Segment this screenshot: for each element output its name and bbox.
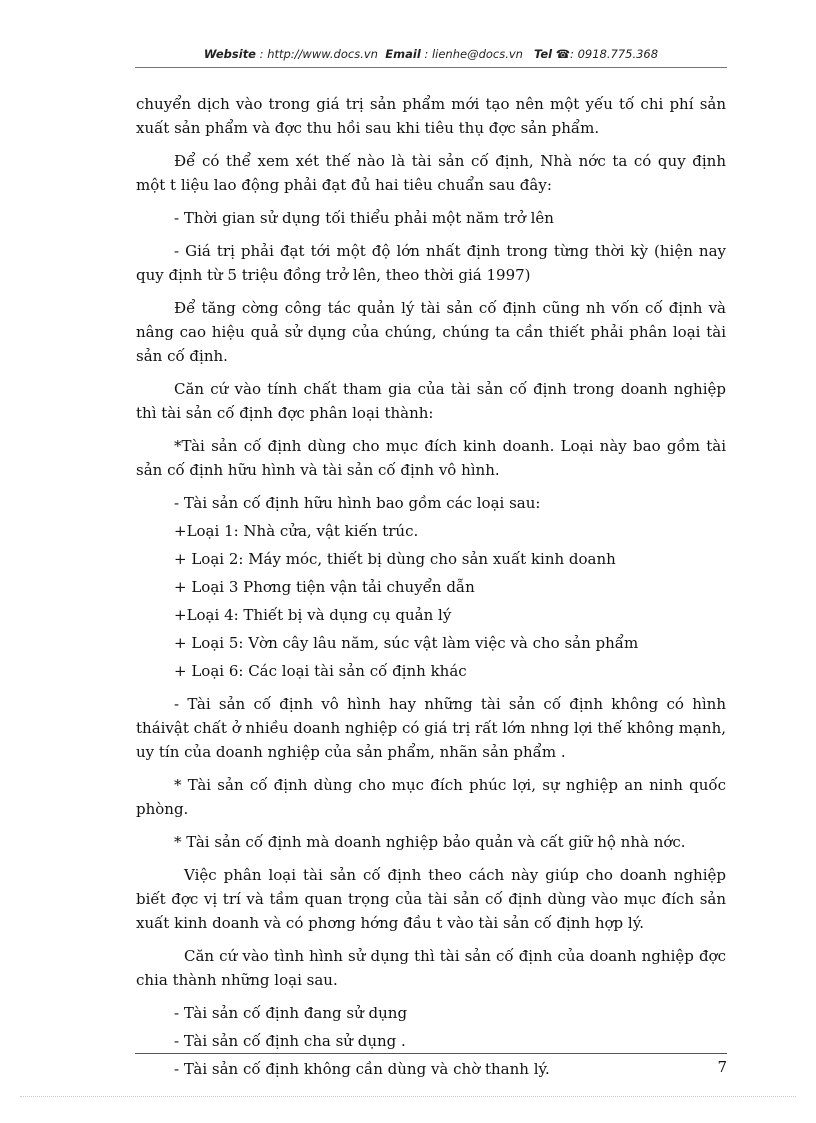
paragraph: Để có thể xem xét thế nào là tài sản cố định, Nhà nớc ta có quy định một t liệu lao động phải đạt đủ hai tiêu chuẩn sau đây: bbox=[136, 152, 726, 194]
page-bottom-border bbox=[20, 1096, 796, 1097]
paragraph: - Tài sản cố định cha sử dụng . bbox=[174, 1032, 406, 1050]
paragraph: +Loại 4: Thiết bị và dụng cụ quản lý bbox=[174, 606, 452, 624]
page-header bbox=[135, 47, 727, 61]
email-link[interactable]: lienhe@docs.vn bbox=[431, 47, 523, 61]
website-link[interactable]: http://www.docs.vn bbox=[267, 47, 378, 61]
paragraph: - Tài sản cố định không cần dùng và chờ thanh lý. bbox=[174, 1060, 550, 1078]
tel-value: : 0918.775.368 bbox=[570, 47, 659, 61]
document-body bbox=[136, 92, 726, 1085]
email-separator: : bbox=[420, 47, 432, 61]
paragraph: Căn cứ vào tính chất tham gia của tài sản cố định trong doanh nghiệp thì tài sản cố định đợc phân loại thành: bbox=[136, 380, 726, 422]
paragraph: - Tài sản cố định hữu hình bao gồm các loại sau: bbox=[174, 494, 541, 512]
paragraph: + Loại 6: Các loại tài sản cố định khác bbox=[174, 662, 467, 680]
paragraph: Căn cứ vào tình hình sử dụng thì tài sản cố định của doanh nghiệp đợc chia thành những loại sau. bbox=[136, 947, 726, 989]
paragraph: Việc phân loại tài sản cố định theo cách này giúp cho doanh nghiệp biết đợc vị trí và tầm quan trọng của tài sản cố định dùng vào mục đích sản xuất kinh doanh và có phơng hớng đầu t vào tài sản cố định hợp lý. bbox=[136, 866, 726, 932]
paragraph: Để tăng cờng công tác quản lý tài sản cố định cũng nh vốn cố định và nâng cao hiệu quả sử dụng của chúng, chúng ta cần thiết phải phân loại tài sản cố định. bbox=[136, 299, 726, 365]
paragraph: +Loại 1: Nhà cửa, vật kiến trúc. bbox=[174, 522, 419, 540]
phone-icon: ☎ bbox=[555, 47, 571, 61]
paragraph: - Giá trị phải đạt tới một độ lớn nhất định trong từng thời kỳ (hiện nay quy định từ 5 triệu đồng trở lên, theo thời giá 1997) bbox=[136, 242, 726, 284]
paragraph: * Tài sản cố định mà doanh nghiệp bảo quản và cất giữ hộ nhà nớc. bbox=[174, 833, 686, 851]
paragraph: *Tài sản cố định dùng cho mục đích kinh doanh. Loại này bao gồm tài sản cố định hữu hình và tài sản cố định vô hình. bbox=[136, 437, 726, 479]
paragraph: * Tài sản cố định dùng cho mục đích phúc lợi, sự nghiệp an ninh quốc phòng. bbox=[136, 776, 726, 818]
website-separator: : bbox=[256, 47, 268, 61]
paragraph: + Loại 3 Phơng tiện vận tải chuyển dẫn bbox=[174, 578, 475, 596]
paragraph: + Loại 5: Vờn cây lâu năm, súc vật làm việc và cho sản phẩm bbox=[174, 634, 639, 652]
paragraph: + Loại 2: Máy móc, thiết bị dùng cho sản xuất kinh doanh bbox=[174, 550, 616, 568]
paragraph: - Thời gian sử dụng tối thiểu phải một năm trở lên bbox=[174, 209, 554, 227]
page-number: 7 bbox=[717, 1058, 727, 1076]
header-rule bbox=[135, 67, 727, 68]
paragraph: - Tài sản cố định vô hình hay những tài sản cố định không có hình tháivật chất ở nhiều doanh nghiệp có giá trị rất lớn nhng lợi thế không mạnh, uy tín của doanh nghiệp của sản phẩm, nhãn sản phẩm . bbox=[136, 695, 726, 761]
email-label: Email bbox=[385, 47, 421, 61]
paragraph: chuyển dịch vào trong giá trị sản phẩm mới tạo nên một yếu tố chi phí sản xuất sản phẩm và đợc thu hồi sau khi tiêu thụ đợc sản phẩm. bbox=[136, 95, 726, 137]
footer-rule bbox=[135, 1053, 727, 1054]
paragraph: - Tài sản cố định đang sử dụng bbox=[174, 1004, 408, 1022]
tel-label: Tel bbox=[533, 47, 553, 61]
website-label: Website bbox=[203, 47, 256, 61]
